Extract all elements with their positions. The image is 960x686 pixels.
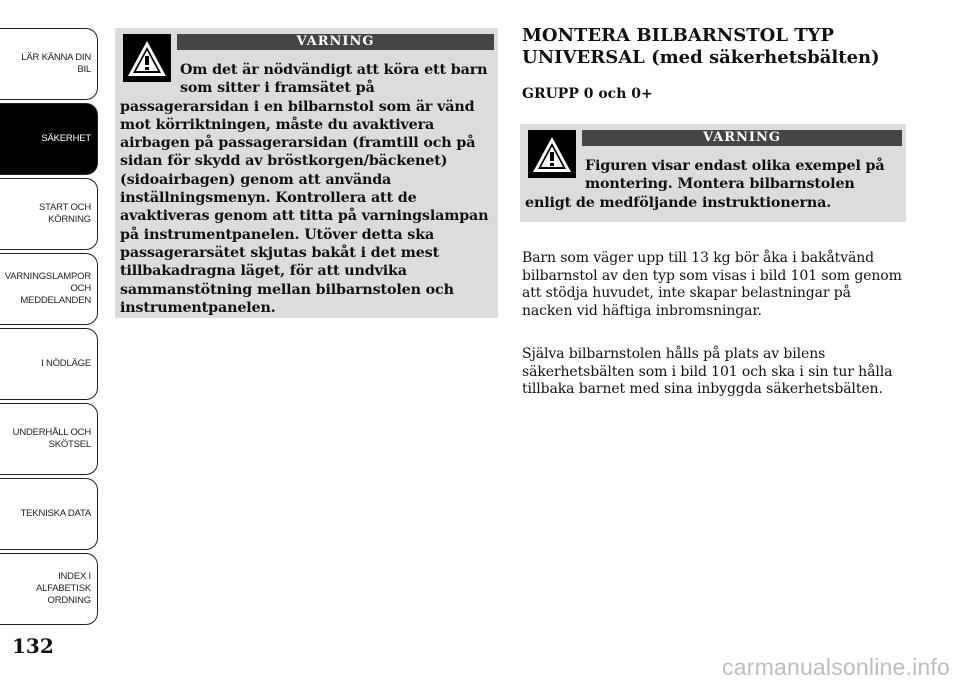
tab-start-och-korning[interactable] xyxy=(0,178,98,250)
warning-header: VARNING xyxy=(177,34,494,50)
tab-underhall-och-skotsel[interactable] xyxy=(0,403,98,475)
body-paragraph: Själva bilbarnstolen hålls på plats av bilens säkerhetsbälten som i bild 101 och ska i sin tur hålla tillbaka barnet med sina inbyggda säkerhetsbälten. xyxy=(522,346,893,397)
warning-box-airbag xyxy=(115,28,498,318)
warning-text xyxy=(525,157,903,212)
warning-text-body: enligt de medföljande instruktionerna. xyxy=(525,194,832,211)
section-title: MONTERA BILBARNSTOL TYP UNIVERSAL (med säkerhetsbälten) xyxy=(522,25,880,68)
tab-label: LÄR KÄNNA DIN BIL xyxy=(21,52,91,75)
watermark: carmanualsonline.info xyxy=(722,654,950,680)
warning-box-figure xyxy=(520,124,906,222)
warning-header: VARNING xyxy=(582,130,902,146)
tab-index[interactable] xyxy=(0,553,98,625)
tab-label: VARNINGSLAMPOR OCH MEDDELANDEN xyxy=(4,271,91,306)
tab-label: SÄKERHET xyxy=(41,133,91,144)
warning-text xyxy=(120,61,496,317)
tab-i-nodlage[interactable] xyxy=(0,328,98,400)
warning-text-body: passagerarsidan i en bilbarnstol som är vänd mot körriktningen, måste du avaktivera airbagen på passagerarsidan (framtill och på sidan för skydd av bröstkorgen/bäckenet) (sidoairbagen) genom att använda inställningsmenyn. Kontrollera att de avaktiveras genom att titta på varningslampan på instrumentpanelen. Utöver detta ska passagerarsätet skjutas bakåt i det mest tillbakadragna läget, för att undvika sammanstötning mellan bilbarnstolen och instrumentpanelen. xyxy=(120,98,489,316)
tab-sakerhet[interactable] xyxy=(0,103,98,175)
warning-text-intro: Figuren visar endast olika exempel på montering. Montera bilbarnstolen xyxy=(585,158,885,193)
tab-label: TEKNISKA DATA xyxy=(20,508,91,519)
warning-text-intro: Om det är nödvändigt att köra ett barn som sitter i framsätet på xyxy=(180,62,488,97)
tab-varningslampor[interactable] xyxy=(0,253,98,325)
tab-tekniska-data[interactable] xyxy=(0,478,98,550)
body-paragraph: Barn som väger upp till 13 kg bör åka i bakåtvänd bilbarnstol av den typ som visas i bild 101 som genom att stödja huvudet, inte skapar belastningar på nacken vid häftiga inbromsningar. xyxy=(522,250,902,319)
tab-label: UNDERHÅLL OCH SKÖTSEL xyxy=(12,427,91,450)
page-number: 132 xyxy=(12,634,54,658)
tab-lar-kanna-din-bil[interactable] xyxy=(0,28,98,100)
tab-label: START OCH KÖRNING xyxy=(38,202,91,225)
group-heading: GRUPP 0 och 0+ xyxy=(522,86,653,102)
tab-label: I NÖDLÄGE xyxy=(41,358,91,369)
tab-label: INDEX I ALFABETISK ORDNING xyxy=(35,571,91,606)
